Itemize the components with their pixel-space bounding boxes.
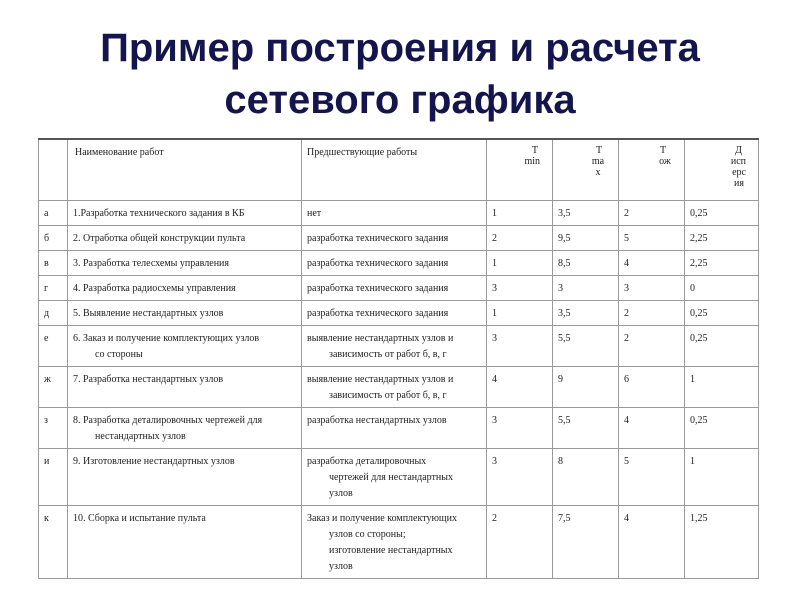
- row-disp: 0: [685, 276, 759, 301]
- header-disp-2: исп: [730, 156, 746, 167]
- table-row: [39, 301, 759, 326]
- row-disp: 1: [685, 449, 759, 506]
- row-code: г: [39, 276, 68, 301]
- row-prev: [302, 449, 487, 506]
- row-name-line: 3. Разработка телесхемы управления: [73, 258, 230, 269]
- row-prev: [302, 367, 487, 408]
- row-name-line: со стороны: [95, 349, 143, 360]
- header-prev-text: Предшествующие работы: [307, 147, 418, 158]
- row-prev-line: нет: [307, 208, 322, 219]
- row-disp: 0,25: [685, 301, 759, 326]
- table-row: [39, 506, 759, 579]
- table-row: [39, 449, 759, 506]
- header-tmax-letter: Т: [595, 145, 603, 156]
- row-prev-line: разработка деталировочных: [307, 456, 427, 467]
- table-row: [39, 276, 759, 301]
- row-prev-line: выявление нестандартных узлов и: [307, 374, 454, 385]
- header-disp-1: Д: [735, 145, 742, 156]
- row-name-line: 10. Сборка и испытание пульта: [73, 513, 206, 524]
- row-code: в: [39, 251, 68, 276]
- row-code: ж: [39, 367, 68, 408]
- row-name: [68, 226, 302, 251]
- row-code: д: [39, 301, 68, 326]
- row-disp: 2,25: [685, 226, 759, 251]
- table-row: [39, 226, 759, 251]
- row-tozh: 5: [619, 449, 685, 506]
- row-code: и: [39, 449, 68, 506]
- row-name: [68, 367, 302, 408]
- row-tmax: 9,5: [553, 226, 619, 251]
- row-tmax: 5,5: [553, 326, 619, 367]
- row-prev-line: узлов: [329, 561, 353, 572]
- row-tmax: 8,5: [553, 251, 619, 276]
- row-code: з: [39, 408, 68, 449]
- row-name-line: 2. Отработка общей конструкции пульта: [73, 233, 246, 244]
- row-tmin: 1: [487, 251, 553, 276]
- header-disp-3: ерс: [732, 167, 746, 178]
- row-prev-line: разработка технического задания: [307, 283, 449, 294]
- header-tozh-letter: Т: [659, 145, 667, 156]
- row-tmin: 2: [487, 226, 553, 251]
- row-name: [68, 408, 302, 449]
- row-tmin: 3: [487, 449, 553, 506]
- row-code: а: [39, 201, 68, 226]
- row-name-line: 1.Разработка технического задания в КБ: [73, 208, 245, 219]
- row-tozh: 2: [619, 301, 685, 326]
- table-header-row: [39, 139, 759, 201]
- row-name-line: 7. Разработка нестандартных узлов: [73, 374, 224, 385]
- row-prev: [302, 226, 487, 251]
- row-prev-line: изготовление нестандартных: [329, 545, 453, 556]
- work-schedule-table: [38, 138, 759, 579]
- row-disp: 0,25: [685, 326, 759, 367]
- row-name-line: нестандартных узлов: [95, 431, 186, 442]
- row-prev: [302, 301, 487, 326]
- table-row: [39, 408, 759, 449]
- row-tmax: 8: [553, 449, 619, 506]
- row-prev: [302, 201, 487, 226]
- row-tmax: 7,5: [553, 506, 619, 579]
- row-tmin: 3: [487, 326, 553, 367]
- row-tozh: 2: [619, 201, 685, 226]
- header-tozh-sub: ож: [659, 156, 671, 167]
- row-tozh: 4: [619, 408, 685, 449]
- row-prev-line: выявление нестандартных узлов и: [307, 333, 454, 344]
- row-tmin: 1: [487, 201, 553, 226]
- slide-title: [0, 22, 800, 126]
- row-name-line: 5. Выявление нестандартных узлов: [73, 308, 224, 319]
- header-code: [39, 139, 68, 201]
- header-prev: [302, 139, 487, 201]
- row-prev: [302, 506, 487, 579]
- row-code: е: [39, 326, 68, 367]
- row-prev-line: разработка технического задания: [307, 308, 449, 319]
- header-disp-4: ия: [734, 178, 744, 189]
- row-prev: [302, 408, 487, 449]
- row-tmax: 3: [553, 276, 619, 301]
- header-tmin-sub: min: [524, 156, 540, 167]
- row-disp: 0,25: [685, 201, 759, 226]
- row-tozh: 3: [619, 276, 685, 301]
- row-tmin: 4: [487, 367, 553, 408]
- row-name: [68, 449, 302, 506]
- row-tmax: 3,5: [553, 301, 619, 326]
- table-row: [39, 367, 759, 408]
- header-dispersion: [685, 139, 759, 201]
- row-name: [68, 276, 302, 301]
- header-name: [68, 139, 302, 201]
- row-tozh: 2: [619, 326, 685, 367]
- row-tozh: 4: [619, 251, 685, 276]
- table-row: [39, 201, 759, 226]
- row-tmin: 2: [487, 506, 553, 579]
- row-prev-line: разработка нестандартных узлов: [307, 415, 447, 426]
- row-name-line: 9. Изготовление нестандартных узлов: [73, 456, 235, 467]
- row-prev: [302, 326, 487, 367]
- row-prev: [302, 251, 487, 276]
- header-tozh: [619, 139, 685, 201]
- row-prev-line: чертежей для нестандартных: [329, 472, 453, 483]
- slide-title-line-1: Пример построения и расчета: [100, 26, 700, 70]
- table-row: [39, 251, 759, 276]
- row-name: [68, 201, 302, 226]
- row-name: [68, 506, 302, 579]
- header-name-text: Наименование работ: [75, 147, 164, 158]
- row-tmin: 3: [487, 276, 553, 301]
- row-tmax: 9: [553, 367, 619, 408]
- row-tozh: 4: [619, 506, 685, 579]
- row-prev-line: узлов: [329, 488, 353, 499]
- row-tmax: 3,5: [553, 201, 619, 226]
- row-prev-line: зависимость от работ б, в, г: [329, 349, 447, 360]
- row-tmax: 5,5: [553, 408, 619, 449]
- header-tmax-sub-1: ma: [591, 156, 605, 167]
- row-code: б: [39, 226, 68, 251]
- slide-title-line-2: сетевого графика: [224, 78, 576, 122]
- row-prev-line: Заказ и получение комплектующих: [307, 513, 457, 524]
- row-prev-line: разработка технического задания: [307, 258, 449, 269]
- row-code: к: [39, 506, 68, 579]
- row-tozh: 6: [619, 367, 685, 408]
- row-name-line: 8. Разработка деталировочных чертежей для: [73, 415, 263, 426]
- row-prev-line: разработка технического задания: [307, 233, 449, 244]
- row-tmin: 3: [487, 408, 553, 449]
- row-name-line: 4. Разработка радиосхемы управления: [73, 283, 236, 294]
- row-name: [68, 251, 302, 276]
- row-name: [68, 301, 302, 326]
- row-prev-line: узлов со стороны;: [329, 529, 406, 540]
- header-tmax-sub-2: x: [595, 167, 601, 178]
- row-tozh: 5: [619, 226, 685, 251]
- header-tmin-letter: Т: [531, 145, 538, 156]
- table-row: [39, 326, 759, 367]
- row-disp: 1: [685, 367, 759, 408]
- row-disp: 2,25: [685, 251, 759, 276]
- row-name-line: 6. Заказ и получение комплектующих узлов: [73, 333, 260, 344]
- row-name: [68, 326, 302, 367]
- header-tmax: [553, 139, 619, 201]
- row-prev-line: зависимость от работ б, в, г: [329, 390, 447, 401]
- row-disp: 0,25: [685, 408, 759, 449]
- row-prev: [302, 276, 487, 301]
- row-tmin: 1: [487, 301, 553, 326]
- header-tmin: [487, 139, 553, 201]
- row-disp: 1,25: [685, 506, 759, 579]
